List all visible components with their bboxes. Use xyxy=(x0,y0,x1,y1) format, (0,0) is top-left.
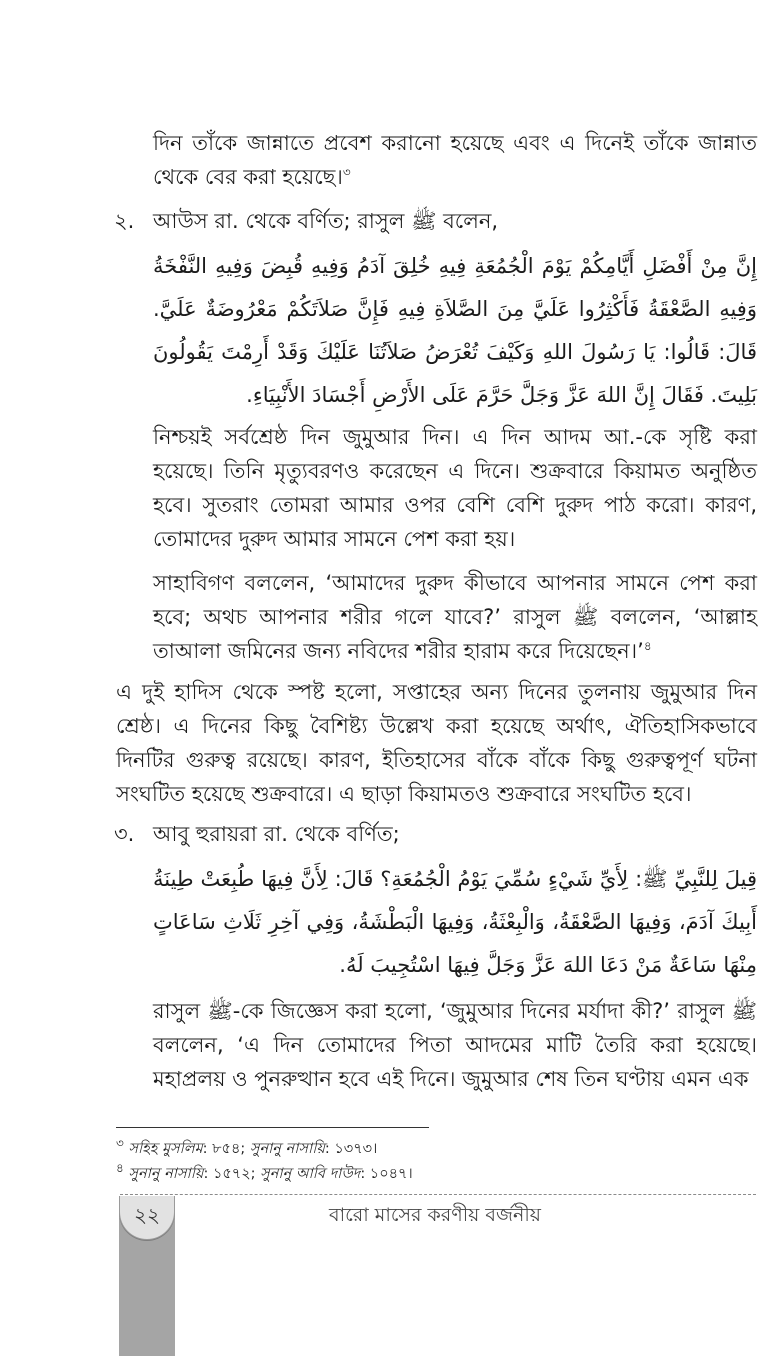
item-3-number: ৩. xyxy=(114,822,135,846)
footnote-ref-2: : ১৩৭৩। xyxy=(324,1141,378,1157)
footnote-source-2: সুনানু নাসায়ি xyxy=(249,1141,325,1157)
footnote-ref-3: ৩ xyxy=(342,165,351,179)
item-3-lead: আবু হুরায়রা রা. থেকে বর্ণিত; xyxy=(153,822,400,846)
footnote-ref-2: : ১০৪৭। xyxy=(360,1166,413,1182)
item-3-translation: রাসুল ﷺ-কে জিজ্ঞেস করা হলো, ‘জুমুআর দিনের মর্যাদা কী?’ রাসুল ﷺ বললেন, ‘এ দিন তোমাদের পিতা আদমের মাটি তৈরি করা হয়েছে। মহাপ্রলয় ও পুনরুত্থান হবে এই দিনে। জুমুআর শেষ তিন ঘণ্টায় এমন এক xyxy=(153,999,757,1091)
running-title: বারো মাসের করণীয় বর্জনীয় xyxy=(329,1204,541,1226)
footnote-ref: : ১৫৭২; xyxy=(203,1166,261,1182)
footnote-source-2: সুনানু আবি দাউদ xyxy=(260,1166,361,1182)
page-number: ২২ xyxy=(133,1203,160,1227)
footnote-source: সুনানু নাসায়ি xyxy=(128,1166,204,1182)
footnote-source: সহিহ মুসলিম xyxy=(128,1141,203,1157)
footnote-ref: : ৮৫৪; xyxy=(202,1141,250,1157)
footnote-separator xyxy=(116,1127,429,1128)
summary-paragraph: এ দুই হাদিস থেকে স্পষ্ট হলো, সপ্তাহের অন্য দিনের তুলনায় জুমুআর দিন শ্রেষ্ঠ। এ দিনের কিছু বৈশিষ্ট্য উল্লেখ করা হয়েছে অর্থাৎ, ঐতিহাসিকভাবে দিনটির গুরুত্ব রয়েছে। কারণ, ইতিহাসের বাঁকে বাঁকে কিছু গুরুত্বপূর্ণ ঘটনা সংঘটিত হয়েছে শুক্রবারে। এ ছাড়া কিয়ামতও শুক্রবারে সংঘটিত হবে। xyxy=(116,680,757,806)
item-2-lead: আউস রা. থেকে বর্ণিত; রাসুল ﷺ বলেন, xyxy=(153,209,499,233)
intro-paragraph xyxy=(153,126,757,194)
footnote-ref-4: ৪ xyxy=(643,639,652,653)
footnote-mark: ৩ xyxy=(116,1136,124,1151)
item-2-number: ২. xyxy=(114,209,135,233)
footnote-4 xyxy=(116,1163,413,1185)
item-2-translation-2 xyxy=(153,566,757,668)
footer-divider xyxy=(120,1194,756,1195)
item-2-translation-2-text: সাহাবিগণ বললেন, ‘আমাদের দুরুদ কীভাবে আপনার সামনে পেশ করা হবে; অথচ আপনার শরীর গলে যাবে?’ রাসুল ﷺ বললেন, ‘আল্লাহ তাআলা জমিনের জন্য নবিদের শরীর হারাম করে দিয়েছেন।’ xyxy=(153,571,757,663)
item-3-arabic-text: قِيلَ لِلنَّبِيِّ ﷺ: لِأَيِّ شَيْءٍ سُمِّيَ يَوْمُ الْجُمُعَةِ؟ قَالَ: لِأَنَّ فِيهَا طُبِعَتْ طِينَةُ أَبِيكَ آدَمَ، وَفِيهَا الصَّعْقَةُ، وَالْبِعْثَةُ، وَفِيهَا الْبَطْشَةُ، وَفِي آخِرِ ثَلَاثِ سَاعَاتٍ مِنْهَا سَاعَةٌ مَنْ دَعَا اللهَ عَزَّ وَجَلَّ فِيهَا اسْتُجِيبَ لَهُ. xyxy=(153,867,757,977)
intro-text: দিন তাঁকে জান্নাতে প্রবেশ করানো হয়েছে এবং এ দিনেই তাঁকে জান্নাত থেকে বের করা হয়েছে। xyxy=(153,131,757,189)
footnote-3 xyxy=(116,1138,377,1160)
footnote-mark: ৪ xyxy=(116,1161,124,1176)
item-2-translation-1: নিশ্চয়ই সর্বশ্রেষ্ঠ দিন জুমুআর দিন। এ দিন আদম আ.-কে সৃষ্টি করা হয়েছে। তিনি মৃত্যুবরণও করেছেন এ দিনে। শুক্রবারে কিয়ামত অনুষ্ঠিত হবে। সুতরাং তোমরা আমার ওপর বেশি বেশি দুরুদ পাঠ করো। কারণ, তোমাদের দুরুদ আমার সামনে পেশ করা হয়। xyxy=(153,425,757,551)
item-2-arabic-text: إِنَّ مِنْ أَفْضَلِ أَيَّامِكُمْ يَوْمَ الْجُمُعَةِ فِيهِ خُلِقَ آدَمُ وَفِيهِ قُبِضَ وَفِيهِ النَّفْخَةُ وَفِيهِ الصَّعْقَةُ فَأَكْثِرُوا عَلَيَّ مِنَ الصَّلاَةِ فِيهِ فَإِنَّ صَلاَتَكُمْ مَعْرُوضَةٌ عَلَيَّ. قَالَ: قَالُوا: يَا رَسُولَ اللهِ وَكَيْفَ تُعْرَضُ صَلاَتُنَا عَلَيْكَ وَقَدْ أَرِمْتَ يَقُولُونَ بَلِيتَ. فَقَالَ إِنَّ اللهَ عَزَّ وَجَلَّ حَرَّمَ عَلَى الأَرْضِ أَجْسَادَ الأَنْبِيَاءِ. xyxy=(153,254,757,407)
